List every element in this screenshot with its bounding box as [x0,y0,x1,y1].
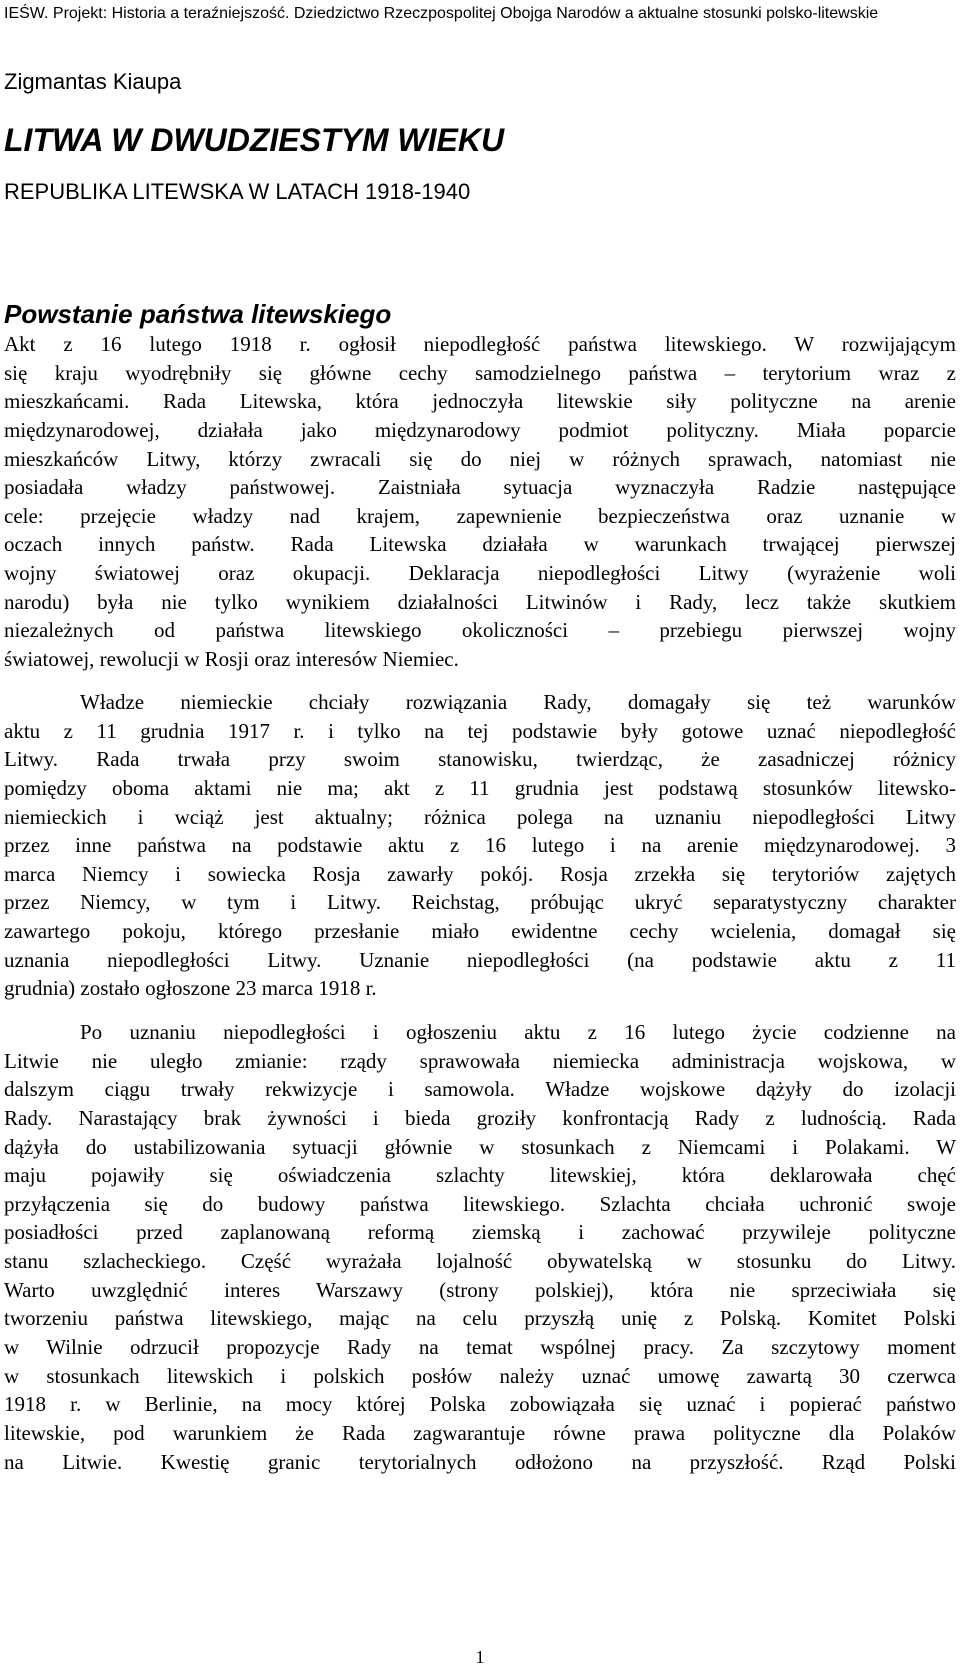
text-line: niemieckich i wciąż jest aktualny; różnica polega na uznaniu niepodległości Litwy [4,804,956,829]
text-line: grudnia) zostało ogłoszone 23 marca 1918 r. [4,976,377,1001]
paragraph-2 [4,688,956,1003]
text-line: 1918 r. w Berlinie, na mocy której Polska zobowiązała się uznać i popierać państwo [4,1392,956,1417]
running-header: IEŚW. Projekt: Historia a teraźniejszość. Dziedzictwo Rzeczpospolitej Obojga Narodów a aktualne stosunki polsko-litewskie [4,5,879,22]
text-line: maju pojawiły się oświadczenia szlachty litewskiej, która deklarowała chęć [4,1163,956,1188]
text-line: aktu z 11 grudnia 1917 r. i tylko na tej podstawie były gotowe uznać niepodległość [4,718,956,743]
text-line: Litwie nie uległo zmianie: rządy sprawowała niemiecka administracja wojskowa, w [4,1048,956,1073]
text-line: się kraju wyodrębniły się główne cechy samodzielnego państwa – terytorium wraz z [4,360,956,385]
text-line: uznania niepodległości Litwy. Uznanie niepodległości (na podstawie aktu z 11 [4,947,956,972]
text-line: pomiędzy oboma aktami nie ma; akt z 11 grudnia jest podstawą stosunków litewsko- [4,775,956,800]
book-subtitle: REPUBLIKA LITEWSKA W LATACH 1918-1940 [4,179,471,204]
text-line: w Wilnie odrzucił propozycje Rady na temat wspólnej pracy. Za szczytowy moment [4,1335,956,1360]
text-line: Litwy. Rada trwała przy swoim stanowisku, twierdząc, że zasadniczej różnicy [4,747,956,772]
text-line: cele: przejęcie władzy nad krajem, zapewnienie bezpieczeństwa oraz uznanie w [4,503,956,528]
text-line: Akt z 16 lutego 1918 r. ogłosił niepodległość państwa litewskiego. W rozwijającym [4,332,956,356]
text-line: mieszkańców Litwy, którzy zwracali się do niej w różnych sprawach, natomiast nie [4,446,956,471]
text-line: mieszkańcami. Rada Litewska, która jednoczyła litewskie siły polityczne na arenie [4,389,956,414]
page-number: 1 [475,1647,485,1667]
text-line: narodu) była nie tylko wynikiem działalności Litwinów i Rady, lecz także skutkiem [4,589,956,614]
text-line: światowej, rewolucji w Rosji oraz interesów Niemiec. [4,647,459,672]
text-line: posiadała władzy państwowej. Zaistniała sytuacja wyznaczyła Radzie następujące [4,475,956,500]
text-line: tworzeniu państwa litewskiego, mając na celu przyszłą unię z Polską. Komitet Polski [4,1306,956,1331]
text-line: Warto uwzględnić interes Warszawy (strony polskiej), która nie sprzeciwiała się [4,1277,956,1302]
paragraph-1 [4,330,956,674]
text-line: przyłączenia się do budowy państwa litewskiego. Szlachta chciała uchronić swoje [4,1191,956,1216]
text-line: zawartego pokoju, którego przesłanie miało ewidentne cechy wcielenia, domagał się [4,919,956,944]
text-line: Rady. Narastający brak żywności i bieda groziły konfrontacją Rady z ludnością. Rada [4,1105,956,1130]
text-line: przez inne państwa na podstawie aktu z 16 lutego i na arenie międzynarodowej. 3 [4,833,956,858]
book-title: LITWA W DWUDZIESTYM WIEKU [4,122,505,158]
text-line: międzynarodowej, działała jako międzynarodowy podmiot polityczny. Miała poparcie [4,417,956,442]
text-line: dalszym ciągu trwały rekwizycje i samowola. Władze wojskowe dążyły do izolacji [4,1077,956,1102]
text-line: litewskie, pod warunkiem że Rada zagwarantuje równe prawa polityczne dla Polaków [4,1420,956,1445]
text-line: przez Niemcy, w tym i Litwy. Reichstag, próbując ukryć separatystyczny charakter [4,890,956,915]
author-name: Zigmantas Kiaupa [4,69,182,94]
text-line: na Litwie. Kwestię granic terytorialnych odłożono na przyszłość. Rząd Polski [4,1449,956,1474]
section-heading: Powstanie państwa litewskiego [4,299,392,329]
text-line: wojny światowej oraz okupacji. Deklaracja niepodległości Litwy (wyrażenie woli [4,561,956,586]
text-line: w stosunkach litewskich i polskich posłów należy uznać umowę zawartą 30 czerwca [4,1363,956,1388]
text-line: stanu szlacheckiego. Część wyrażała lojalność obywatelską w stosunku do Litwy. [4,1249,956,1274]
text-line: Po uznaniu niepodległości i ogłoszeniu aktu z 16 lutego życie codzienne na [80,1020,956,1044]
text-line: dążyła do ustabilizowania sytuacji głównie w stosunkach z Niemcami i Polakami. W [4,1134,956,1159]
paragraph-3 [4,1018,956,1476]
text-line: posiadłości przed zaplanowaną reformą ziemską i zachować przywileje polityczne [4,1220,956,1245]
text-line: niezależnych od państwa litewskiego okoliczności – przebiegu pierwszej wojny [4,618,956,643]
text-line: Władze niemieckie chciały rozwiązania Rady, domagały się też warunków [80,690,956,714]
text-line: oczach innych państw. Rada Litewska działała w warunkach trwającej pierwszej [4,532,956,557]
text-line: marca Niemcy i sowiecka Rosja zawarły pokój. Rosja zrzekła się terytoriów zajętych [4,861,956,886]
